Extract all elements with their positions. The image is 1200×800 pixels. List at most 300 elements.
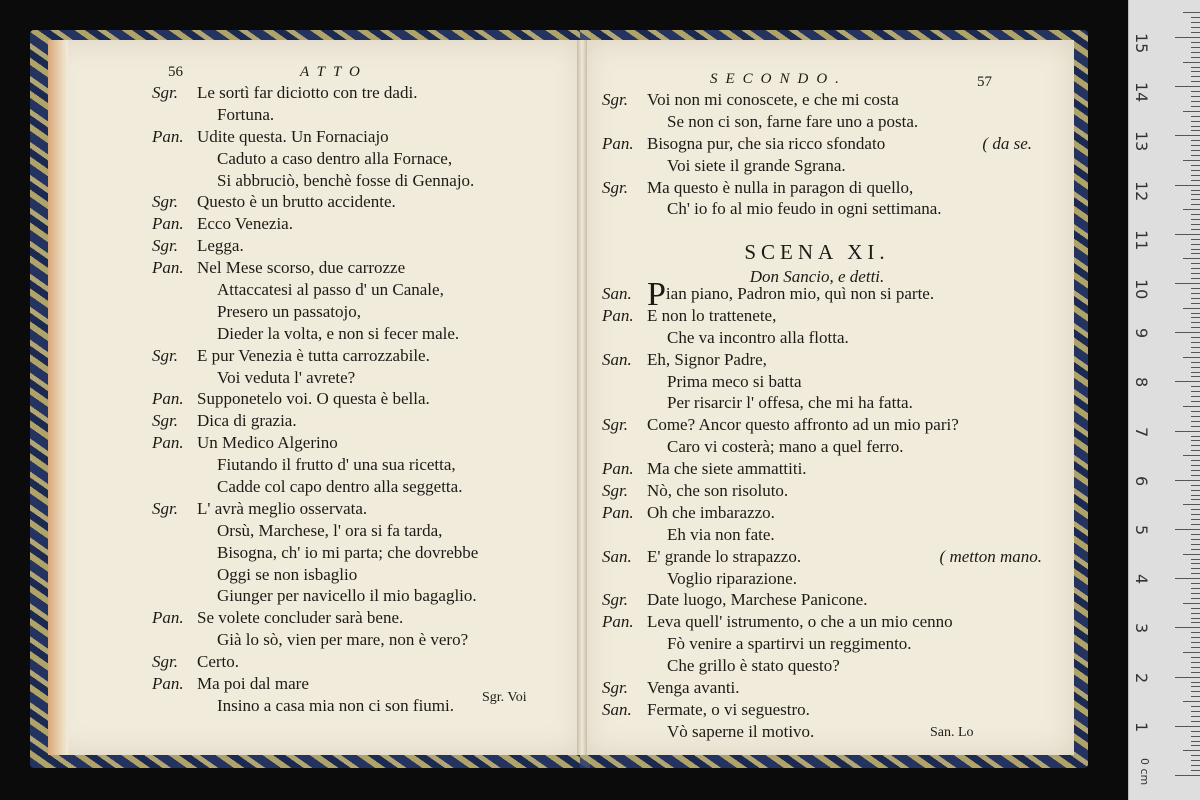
verse-line — [152, 410, 478, 432]
verse-line — [602, 633, 1042, 655]
ruler-tick — [1191, 524, 1200, 525]
ruler-tick — [1183, 701, 1200, 702]
ruler-tick — [1191, 42, 1200, 43]
verse-line — [152, 629, 478, 651]
verse-text: Se volete concluder sarà bene. — [197, 608, 404, 628]
verse-line — [152, 388, 478, 410]
ruler-tick — [1191, 91, 1200, 92]
ruler-tick — [1191, 741, 1200, 742]
ruler-tick — [1191, 691, 1200, 692]
verse-line — [602, 392, 1042, 414]
verse-text: Che va incontro alla flotta. — [667, 327, 849, 347]
ruler-tick — [1191, 647, 1200, 648]
ruler-tick — [1191, 219, 1200, 220]
verse-text: Caduto a caso dentro alla Fornace, — [217, 148, 453, 168]
ruler-tick — [1191, 573, 1200, 574]
ruler-tick — [1191, 367, 1200, 368]
ruler-number: 7 — [1132, 426, 1151, 437]
speaker-label: San. — [602, 349, 632, 369]
verse-text: Si abbruciò, benchè fosse di Gennajo. — [217, 170, 475, 190]
ruler-tick — [1191, 475, 1200, 476]
ruler-tick — [1191, 549, 1200, 550]
ruler-tick — [1191, 421, 1200, 422]
verse-line — [602, 568, 1042, 590]
ruler-tick — [1191, 445, 1200, 446]
verse-text: Leva quell' istrumento, o che a un mio cenno — [647, 612, 953, 632]
ruler-tick — [1191, 563, 1200, 564]
ruler-tick — [1175, 480, 1200, 481]
speaker-label: Sgr. — [152, 192, 178, 212]
ruler-tick — [1191, 450, 1200, 451]
page-edge — [48, 40, 68, 755]
ruler-tick — [1175, 283, 1200, 284]
ruler-number: 8 — [1132, 377, 1151, 388]
speaker-label: Sgr. — [602, 177, 628, 197]
ruler-tick — [1191, 716, 1200, 717]
verse-line — [602, 133, 1032, 155]
verse-text: Nò, che son risoluto. — [647, 481, 789, 501]
left-running-head: ATTO — [300, 64, 368, 80]
ruler-tick — [1191, 637, 1200, 638]
ruler-tick — [1183, 652, 1200, 653]
ruler-number: 13 — [1132, 131, 1151, 152]
ruler-number: 6 — [1132, 475, 1151, 486]
ruler-tick — [1191, 465, 1200, 466]
speaker-label: Sgr. — [602, 481, 628, 501]
verse-text: Bisogna, ch' io mi parta; che dovrebbe — [217, 542, 479, 562]
verse-text: Fermate, o vi seguestro. — [647, 699, 810, 719]
ruler-tick — [1191, 613, 1200, 614]
ruler-tick — [1191, 194, 1200, 195]
ruler-tick — [1191, 470, 1200, 471]
drop-cap: P — [647, 276, 666, 313]
ruler-tick — [1191, 121, 1200, 122]
speaker-label: Sgr. — [152, 83, 178, 102]
ruler-number: 14 — [1132, 82, 1151, 103]
ruler-tick — [1191, 303, 1200, 304]
ruler-tick — [1191, 288, 1200, 289]
verse-text: Venga avanti. — [647, 678, 740, 698]
ruler-tick — [1191, 770, 1200, 771]
verse-line — [602, 677, 1042, 699]
ruler-tick — [1191, 396, 1200, 397]
ruler-tick — [1191, 736, 1200, 737]
ruler-tick — [1191, 47, 1200, 48]
ruler-number: 1 — [1132, 721, 1151, 732]
ruler-number: 11 — [1132, 229, 1151, 251]
ruler-tick — [1175, 185, 1200, 186]
verse-text: Voi non mi conoscete, e che mi costa — [647, 90, 899, 109]
ruler-tick — [1175, 37, 1200, 38]
ruler-number: 3 — [1132, 623, 1151, 634]
verse-text: Un Medico Algerino — [197, 433, 338, 453]
verse-text: Legga. — [197, 236, 244, 256]
verse-line — [152, 126, 478, 148]
verse-line — [152, 695, 478, 717]
ruler-tick — [1191, 180, 1200, 181]
ruler-tick — [1191, 662, 1200, 663]
ruler-tick — [1191, 268, 1200, 269]
ruler-tick — [1183, 111, 1200, 112]
speaker-label: Sgr. — [602, 678, 628, 698]
ruler-tick — [1175, 677, 1200, 678]
verse-text: Udite questa. Un Fornaciajo — [197, 126, 389, 146]
verse-line — [602, 546, 1042, 568]
speaker-label: Pan. — [152, 258, 184, 278]
left-catchword: Sgr. Voi — [482, 690, 527, 705]
ruler-tick — [1191, 499, 1200, 500]
ruler-tick — [1191, 145, 1200, 146]
speaker-label: Sgr. — [152, 498, 178, 518]
speaker-label: Sgr. — [602, 590, 628, 610]
ruler-tick — [1191, 204, 1200, 205]
ruler-tick — [1191, 71, 1200, 72]
verse-text: Dieder la volta, e non si fecer male. — [217, 323, 460, 343]
ruler-tick — [1183, 258, 1200, 259]
ruler-tick — [1191, 391, 1200, 392]
right-running-head: SECONDO. — [710, 71, 847, 87]
ruler-tick — [1191, 32, 1200, 33]
ruler-tick — [1191, 672, 1200, 673]
verse-text: Questo è un brutto accidente. — [197, 192, 396, 212]
ruler-tick — [1191, 342, 1200, 343]
ruler-tick — [1191, 244, 1200, 245]
ruler-number: 12 — [1132, 180, 1151, 201]
speaker-label: Sgr. — [602, 90, 628, 109]
verse-text: Orsù, Marchese, l' ora si fa tarda, — [217, 520, 443, 540]
verse-line — [152, 323, 478, 345]
ruler-tick — [1175, 86, 1200, 87]
ruler-tick — [1191, 165, 1200, 166]
verse-text: Che grillo è stato questo? — [667, 656, 840, 676]
verse-text: Prima meco si batta — [667, 371, 802, 391]
verse-line — [152, 235, 478, 257]
ruler-tick — [1191, 239, 1200, 240]
ruler-tick — [1191, 327, 1200, 328]
ruler-tick — [1191, 322, 1200, 323]
ruler-tick — [1175, 726, 1200, 727]
ruler-tick — [1191, 760, 1200, 761]
right-catchword: San. Lo — [930, 725, 974, 740]
verse-line — [152, 476, 478, 498]
ruler-tick — [1191, 755, 1200, 756]
stage-direction: ( da se. — [982, 133, 1032, 153]
speaker-label: Pan. — [602, 305, 634, 325]
ruler-tick — [1191, 721, 1200, 722]
verse-text: Dica di grazia. — [197, 411, 297, 431]
ruler-tick — [1183, 357, 1200, 358]
ruler-tick — [1183, 62, 1200, 63]
speaker-label: San. — [602, 284, 632, 303]
verse-text: Voglio riparazione. — [667, 568, 797, 588]
verse-line — [602, 305, 1042, 327]
speaker-label: Pan. — [152, 608, 184, 628]
verse-text: Ma poi dal mare — [197, 674, 309, 694]
measuring-ruler — [1128, 0, 1200, 800]
ruler-tick — [1191, 411, 1200, 412]
ruler-tick — [1191, 96, 1200, 97]
verse-text: Oggi se non isbaglio — [217, 564, 358, 584]
verse-text: Ma che siete ammattiti. — [647, 459, 807, 479]
ruler-tick — [1191, 130, 1200, 131]
ruler-tick — [1191, 765, 1200, 766]
verse-line — [602, 349, 1042, 371]
verse-text: Caro vi costerà; mano a quel ferro. — [667, 437, 904, 457]
ruler-tick — [1191, 544, 1200, 545]
speaker-label: Sgr. — [602, 415, 628, 435]
ruler-number: 9 — [1132, 328, 1151, 339]
ruler-tick — [1191, 150, 1200, 151]
ruler-tick — [1191, 253, 1200, 254]
ruler-tick — [1191, 116, 1200, 117]
verse-line — [602, 611, 1042, 633]
speaker-label: Pan. — [152, 214, 184, 234]
ruler-tick — [1175, 578, 1200, 579]
ruler-tick — [1191, 249, 1200, 250]
ruler-tick — [1191, 559, 1200, 560]
verse-text: Date luogo, Marchese Panicone. — [647, 590, 868, 610]
ruler-tick — [1191, 598, 1200, 599]
ruler-tick — [1191, 593, 1200, 594]
ruler-tick — [1183, 603, 1200, 604]
verse-text: Bisogna pur, che sia ricco sfondato — [647, 133, 886, 153]
verse-line — [152, 301, 478, 323]
speaker-label: Sgr. — [152, 652, 178, 672]
ruler-tick — [1175, 332, 1200, 333]
ruler-tick — [1191, 509, 1200, 510]
ruler-tick — [1191, 190, 1200, 191]
ruler-tick — [1191, 175, 1200, 176]
speaker-label: Sgr. — [152, 236, 178, 256]
verse-text: E pur Venezia è tutta carrozzabile. — [197, 345, 430, 365]
verse-line — [152, 257, 478, 279]
ruler-tick — [1191, 608, 1200, 609]
ruler-tick — [1191, 372, 1200, 373]
verse-line — [152, 542, 478, 564]
ruler-tick — [1183, 554, 1200, 555]
ruler-tick — [1191, 101, 1200, 102]
verse-text: Fiutando il frutto d' una sua ricetta, — [217, 455, 456, 475]
ruler-tick — [1191, 214, 1200, 215]
verse-text: Come? Ancor questo affronto ad un mio pari? — [647, 415, 959, 435]
verse-line — [602, 177, 1032, 199]
ruler-tick — [1191, 199, 1200, 200]
ruler-tick — [1191, 711, 1200, 712]
speaker-label: Pan. — [152, 674, 184, 694]
speaker-label: Pan. — [152, 389, 184, 409]
verse-line — [602, 436, 1042, 458]
ruler-tick — [1175, 431, 1200, 432]
stage-direction: ( metton mano. — [939, 546, 1042, 566]
scene-header — [602, 232, 1032, 288]
verse-line — [602, 502, 1042, 524]
verse-text: Supponetelo voi. O questa è bella. — [197, 389, 430, 409]
ruler-tick — [1191, 293, 1200, 294]
ruler-tick — [1191, 263, 1200, 264]
ruler-tick — [1191, 745, 1200, 746]
ruler-tick — [1191, 696, 1200, 697]
ruler-tick — [1191, 706, 1200, 707]
verse-line — [152, 213, 478, 235]
ruler-tick — [1191, 539, 1200, 540]
ruler-tick — [1191, 514, 1200, 515]
verse-text: Eh, Signor Padre, — [647, 349, 767, 369]
ruler-tick — [1191, 273, 1200, 274]
right-page-number: 57 — [977, 74, 992, 90]
verse-line — [152, 520, 478, 542]
ruler-tick — [1191, 106, 1200, 107]
ruler-tick — [1183, 160, 1200, 161]
ruler-tick — [1191, 618, 1200, 619]
verse-text: Ecco Venezia. — [197, 214, 293, 234]
ruler-tick — [1191, 686, 1200, 687]
verse-line — [152, 564, 478, 586]
ruler-tick — [1191, 568, 1200, 569]
ruler-tick — [1183, 209, 1200, 210]
ruler-tick — [1175, 135, 1200, 136]
verse-line — [152, 454, 478, 476]
verse-line — [152, 607, 478, 629]
ruler-tick — [1191, 347, 1200, 348]
ruler-tick — [1191, 352, 1200, 353]
verse-text: Voi siete il grande Sgrana. — [667, 155, 846, 175]
ruler-tick — [1183, 750, 1200, 751]
ruler-tick — [1191, 76, 1200, 77]
verse-line — [152, 191, 478, 213]
ruler-tick — [1191, 386, 1200, 387]
speaker-label: San. — [602, 699, 632, 719]
verse-text: Cadde col capo dentro alla seggetta. — [217, 477, 463, 497]
ruler-tick — [1191, 642, 1200, 643]
ruler-tick — [1191, 126, 1200, 127]
verse-text: Presero un passatojo, — [217, 301, 362, 321]
verse-text: Già lo sò, vien per mare, non è vero? — [217, 630, 469, 650]
ruler-tick — [1191, 657, 1200, 658]
verse-line — [602, 414, 1042, 436]
ruler-tick — [1183, 455, 1200, 456]
ruler-tick — [1191, 519, 1200, 520]
ruler-tick — [1175, 627, 1200, 628]
verse-line — [152, 585, 478, 607]
ruler-tick — [1175, 529, 1200, 530]
verse-text: Certo. — [197, 652, 240, 672]
speaker-label: Pan. — [152, 126, 184, 146]
ruler-tick — [1191, 27, 1200, 28]
verse-text: Ma questo è nulla in paragon di quello, — [647, 177, 914, 197]
verse-text: L' avrà meglio osservata. — [197, 498, 368, 518]
ruler-tick — [1191, 57, 1200, 58]
ruler-number: 15 — [1132, 33, 1151, 54]
scene-title: SCENA XI. — [744, 240, 890, 264]
drop-cap-rest: ian piano, Padron mio, quì non si parte. — [665, 284, 935, 303]
speaker-label: San. — [602, 546, 632, 566]
verse-text: Giunger per navicello il mio bagaglio. — [217, 586, 477, 606]
verse-text: Attaccatesi al passo d' un Canale, — [217, 280, 444, 300]
speaker-label: Pan. — [152, 433, 184, 453]
ruler-tick — [1191, 495, 1200, 496]
verse-line — [602, 371, 1042, 393]
ruler-tick — [1191, 401, 1200, 402]
ruler-number: 2 — [1132, 672, 1151, 683]
ruler-tick — [1191, 534, 1200, 535]
ruler-tick — [1191, 622, 1200, 623]
ruler-tick — [1175, 775, 1200, 776]
verse-text: E' grande lo strapazzo. — [647, 546, 802, 566]
ruler-tick — [1191, 229, 1200, 230]
ruler-tick — [1191, 682, 1200, 683]
verse-text: Insino a casa mia non ci son fiumi. — [217, 695, 455, 715]
verse-line — [152, 432, 478, 454]
ruler-tick — [1191, 583, 1200, 584]
verse-line — [152, 367, 478, 389]
verse-text: Le sortì far diciotto con tre dadi. — [197, 83, 418, 102]
verse-line — [602, 111, 1032, 133]
verse-line — [152, 104, 478, 126]
ruler-tick — [1191, 632, 1200, 633]
verse-text: Per risarcir l' offesa, che mi ha fatta. — [667, 393, 913, 413]
verse-line — [152, 279, 478, 301]
ruler-tick — [1191, 298, 1200, 299]
left-page-number: 56 — [168, 64, 183, 80]
verse-line — [602, 589, 1042, 611]
verse-text: Fortuna. — [217, 104, 275, 124]
verse-line — [152, 651, 478, 673]
ruler-tick — [1191, 67, 1200, 68]
book-spine — [577, 40, 587, 755]
ruler-tick — [1191, 731, 1200, 732]
ruler-tick — [1191, 490, 1200, 491]
ruler-tick — [1191, 17, 1200, 18]
ruler-tick — [1191, 426, 1200, 427]
verse-line — [602, 89, 1032, 111]
speaker-label: Pan. — [602, 133, 634, 153]
verse-text: Vò saperne il motivo. — [667, 721, 815, 741]
verse-line — [152, 170, 478, 192]
ruler-tick — [1191, 52, 1200, 53]
verse-line — [152, 498, 478, 520]
verse-line — [602, 458, 1042, 480]
verse-text: Fò venire a spartirvi un reggimento. — [667, 634, 912, 654]
ruler-tick — [1191, 460, 1200, 461]
ruler-tick — [1183, 406, 1200, 407]
ruler-unit: 0 cm — [1138, 758, 1151, 786]
ruler-number: 10 — [1132, 279, 1151, 300]
ruler-number: 5 — [1132, 525, 1151, 536]
ruler-tick — [1175, 234, 1200, 235]
ruler-tick — [1191, 155, 1200, 156]
verse-line — [602, 721, 1042, 743]
ruler-tick — [1191, 485, 1200, 486]
ruler-tick — [1191, 440, 1200, 441]
verse-line — [602, 699, 1042, 721]
speaker-label: Pan. — [602, 502, 634, 522]
scene-characters: Don Sancio, e detti. — [749, 267, 885, 286]
ruler-tick — [1191, 667, 1200, 668]
ruler-tick — [1191, 278, 1200, 279]
verse-line — [602, 155, 1032, 177]
verse-line — [152, 148, 478, 170]
verse-line — [152, 82, 478, 104]
verse-text: Se non ci son, farne fare uno a posta. — [667, 111, 919, 131]
speaker-label: Pan. — [602, 459, 634, 479]
ruler-tick — [1191, 436, 1200, 437]
right-page-text-top — [602, 89, 1032, 220]
ruler-tick — [1175, 381, 1200, 382]
verse-line — [602, 198, 1032, 220]
ruler-tick — [1183, 504, 1200, 505]
ruler-tick — [1191, 588, 1200, 589]
left-page-text — [152, 82, 478, 717]
